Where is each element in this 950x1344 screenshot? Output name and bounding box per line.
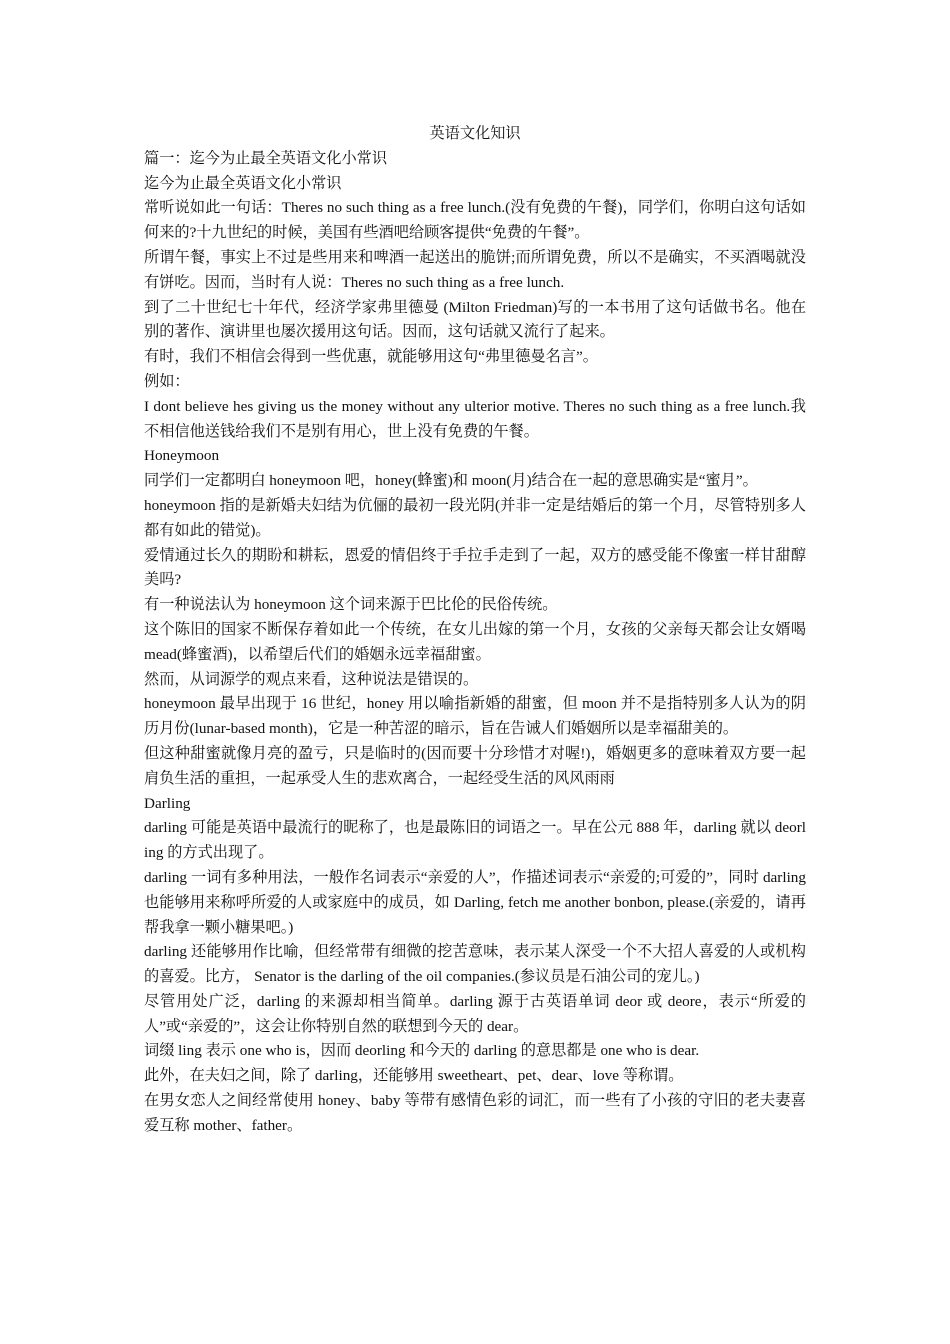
- paragraph: 同学们一定都明白 honeymoon 吧，honey(蜂蜜)和 moon(月)结合在一起的意思确实是“蜜月”。: [144, 472, 758, 490]
- paragraph: 此外，在夫妇之间，除了 darling，还能够用 sweetheart、pet、dear、love 等称谓。: [144, 1067, 684, 1085]
- paragraph: 爱情通过长久的期盼和耕耘，恩爱的情侣终于手拉手走到了一起，双方的感受能不像蜜一样甘甜醇美吗?: [144, 546, 806, 589]
- paragraph: 有时，我们不相信会得到一些优惠，就能够用这句“弗里德曼名言”。: [144, 348, 598, 366]
- paragraph: darling 可能是英语中最流行的昵称了，也是最陈旧的词语之一。早在公元 888 年，darling 就以 deorling 的方式出现了。: [144, 819, 806, 862]
- paragraph: 词缀 ling 表示 one who is，因而 deorling 和今天的 darling 的意思都是 one who is dear.: [144, 1042, 700, 1060]
- paragraph: darling 还能够用作比喻，但经常带有细微的挖苦意味，表示某人深受一个不大招人喜爱的人或机构的喜爱。比方， Senator is the darling of the oil companies.(参议员是石油公司的宠儿。): [144, 943, 806, 986]
- paragraph: 这个陈旧的国家不断保存着如此一个传统，在女儿出嫁的第一个月，女孩的父亲每天都会让女婿喝 mead(蜂蜜酒)，以希望后代们的婚姻永远幸福甜蜜。: [144, 620, 806, 663]
- paragraph: 例如：: [144, 372, 190, 390]
- paragraph: darling 一词有多种用法，一般作名词表示“亲爱的人”，作描述词表示“亲爱的;可爱的”，同时 darling 也能够用来称呼所爱的人或家庭中的成员，如 Darling, fetch me another bonbon, please.(亲爱的，请再帮我拿一颗小糖果吧。): [144, 868, 806, 936]
- document-body: [144, 147, 806, 1139]
- paragraph: Darling: [144, 794, 191, 812]
- paragraph: honeymoon 指的是新婚夫妇结为伉俪的最初一段光阴(并非一定是结婚后的第一个月，尽管特别多人都有如此的错觉)。: [144, 496, 806, 539]
- document-page: [144, 122, 806, 1139]
- paragraph: 常听说如此一句话：Theres no such thing as a free lunch.(没有免费的午餐)，同学们，你明白这句话如何来的?十九世纪的时候，美国有些酒吧给顾客提供“免费的午餐”。: [144, 199, 806, 242]
- paragraph: 尽管用处广泛，darling 的来源却相当简单。darling 源于古英语单词 deor 或 deore，表示“所爱的人”或“亲爱的”，这会让你特别自然的联想到今天的 dear。: [144, 992, 806, 1035]
- paragraph: I dont believe hes giving us the money without any ulterior motive. Theres no such thing as a free lunch.我不相信他送钱给我们不是别有用心，世上没有免费的午餐。: [144, 397, 806, 440]
- paragraph: 迄今为止最全英语文化小常识: [144, 174, 342, 192]
- paragraph: 篇一：迄今为止最全英语文化小常识: [144, 149, 387, 167]
- paragraph: 在男女恋人之间经常使用 honey、baby 等带有感情色彩的词汇，而一些有了小孩的守旧的老夫妻喜爱互称 mother、father。: [144, 1092, 806, 1134]
- document-title: 英语文化知识: [429, 125, 521, 142]
- paragraph: 然而，从词源学的观点来看，这种说法是错误的。: [144, 670, 479, 688]
- paragraph: 有一种说法认为 honeymoon 这个词来源于巴比伦的民俗传统。: [144, 596, 558, 614]
- paragraph: Honeymoon: [144, 447, 220, 465]
- paragraph: honeymoon 最早出现于 16 世纪，honey 用以喻指新婚的甜蜜，但 moon 并不是指特别多人认为的阴历月份(lunar-based month)，它是一种苦涩的暗示，旨在告诫人们婚姻所以是幸福甜美的。: [144, 695, 806, 738]
- paragraph: 但这种甜蜜就像月亮的盈亏，只是临时的(因而要十分珍惜才对喔!)，婚姻更多的意味着双方要一起肩负生活的重担，一起承受人生的悲欢离合，一起经受生活的风风雨雨: [144, 744, 806, 787]
- paragraph: 到了二十世纪七十年代，经济学家弗里德曼 (Milton Friedman)写的一本书用了这句话做书名。他在别的著作、演讲里也屡次援用这句话。因而，这句话就又流行了起来。: [144, 298, 806, 341]
- paragraph: 所谓午餐，事实上不过是些用来和啤酒一起送出的脆饼;而所谓免费，所以不是确实，不买酒喝就没有饼吃。因而，当时有人说：Theres no such thing as a free lunch.: [144, 248, 806, 291]
